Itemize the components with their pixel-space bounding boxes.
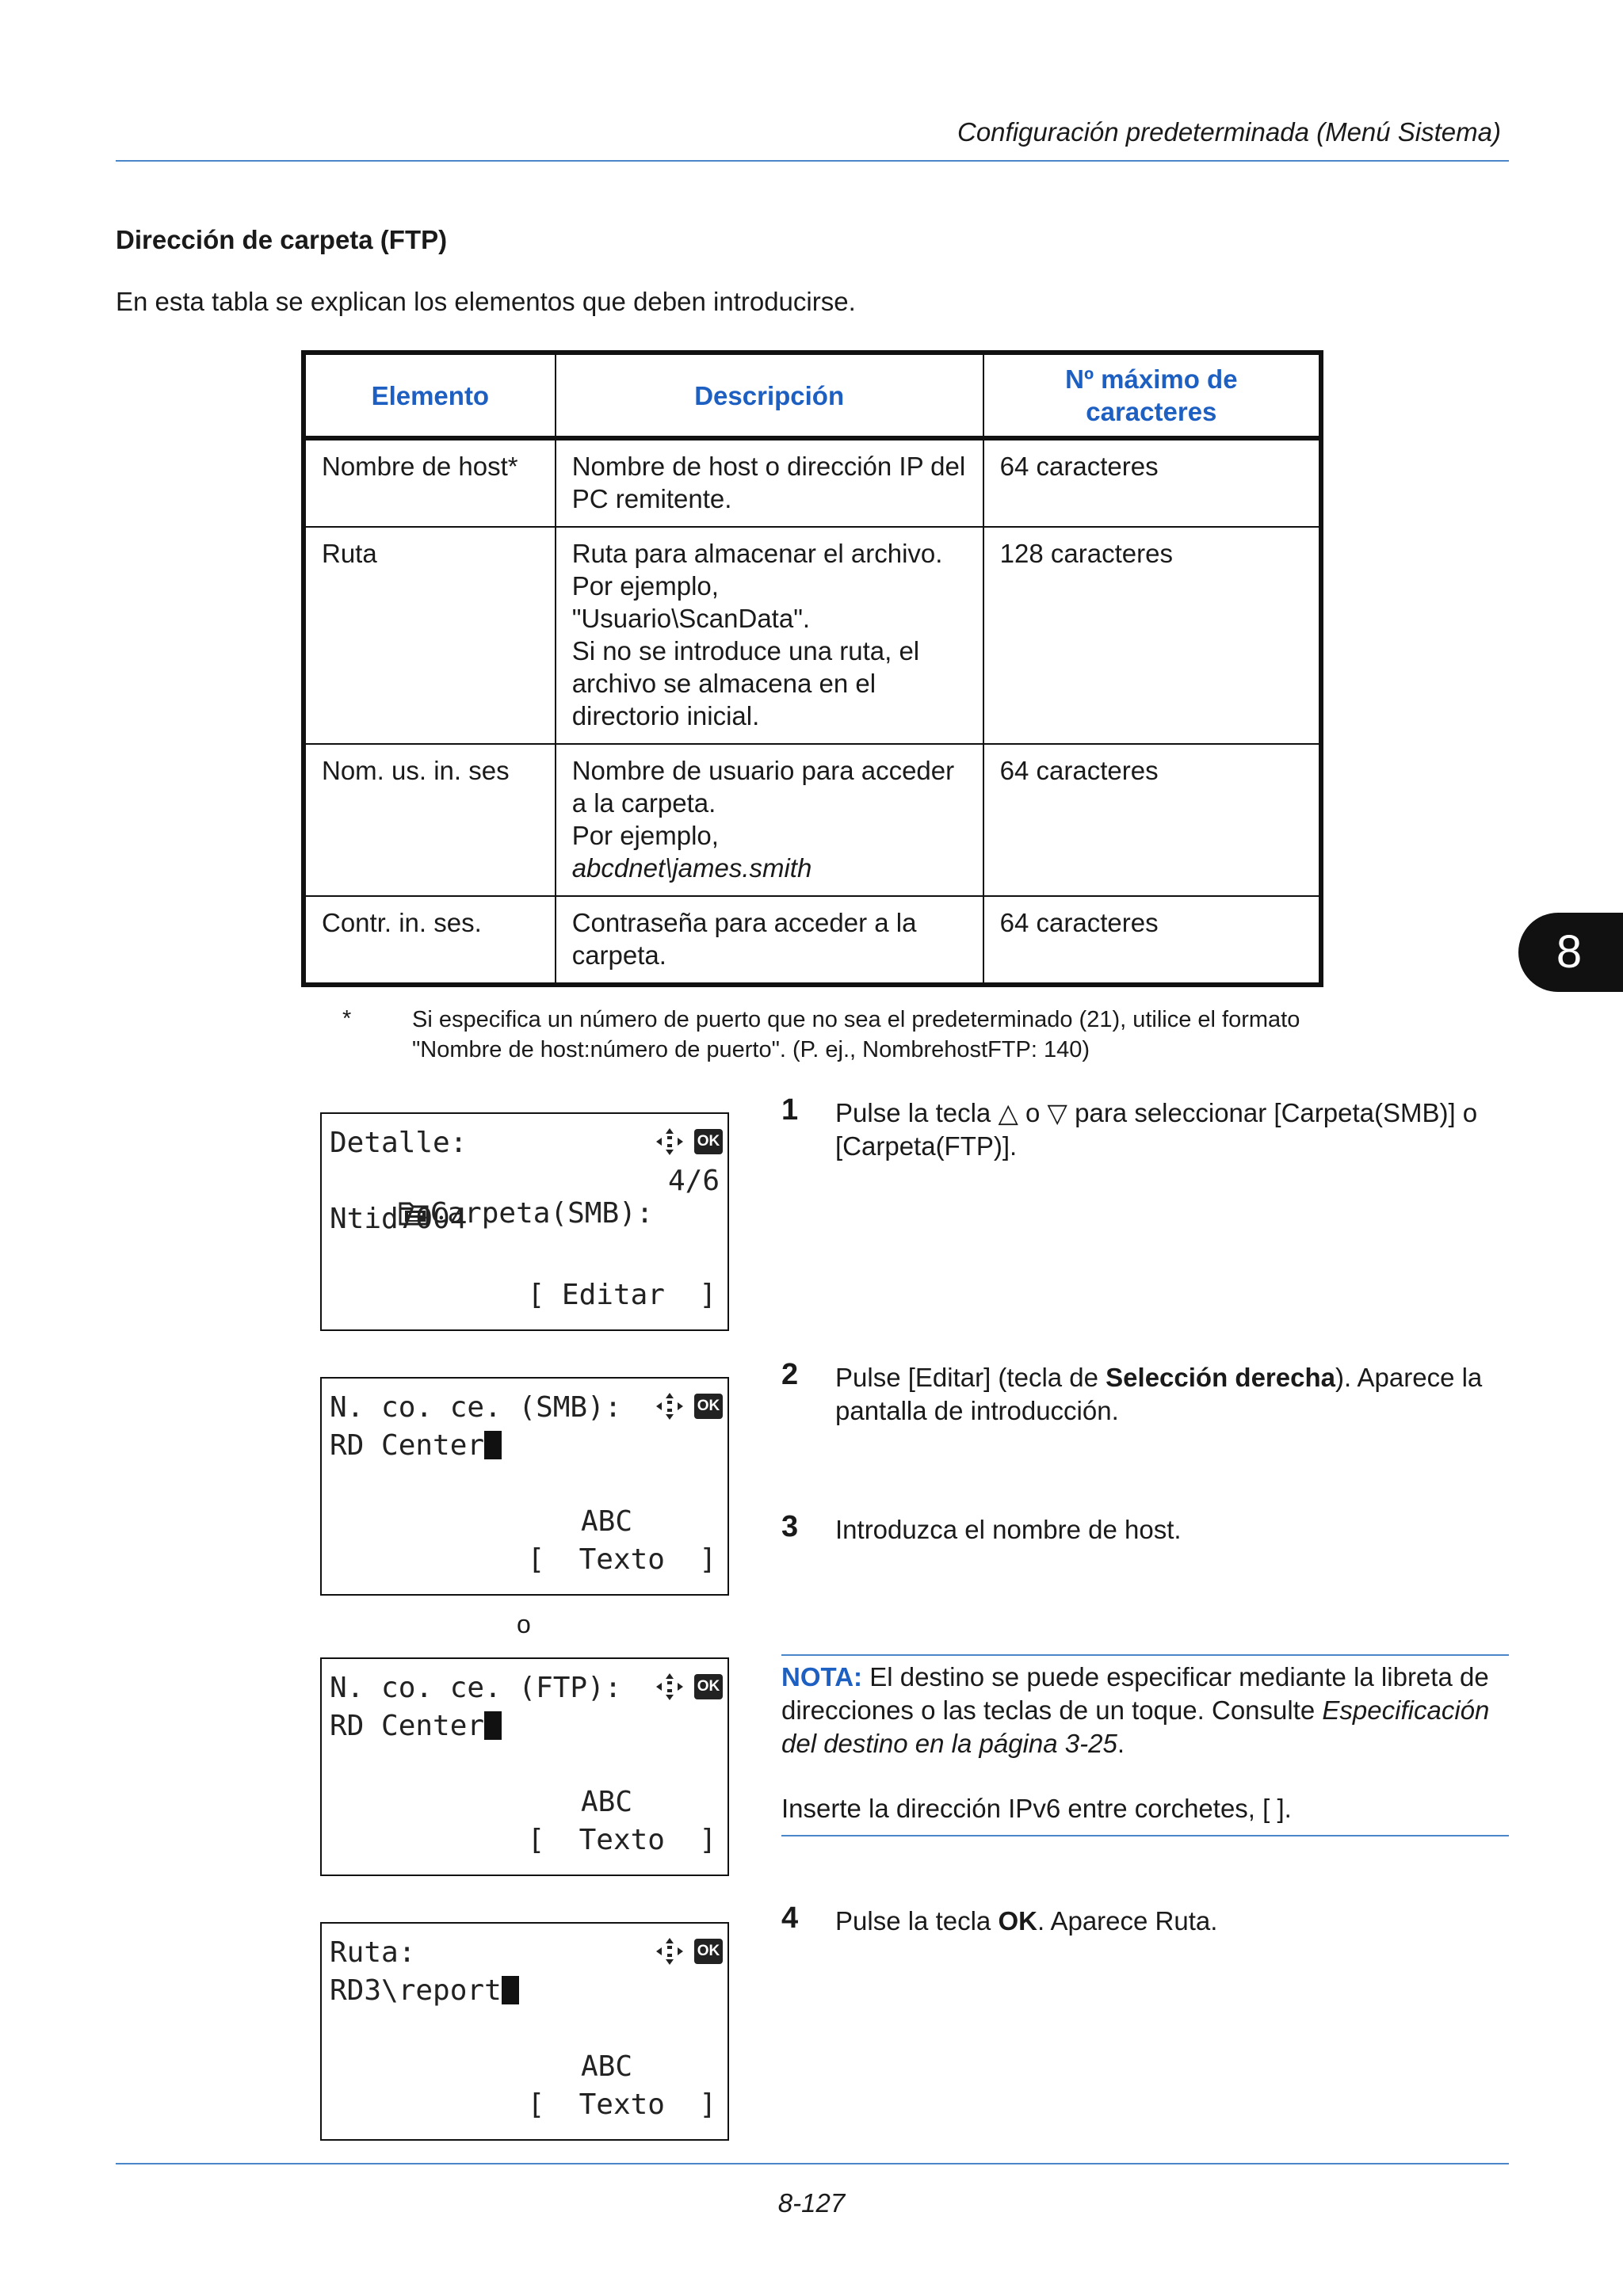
desc-line: Nombre de host o dirección IP del PC remitente. (571, 452, 966, 513)
cell-elemento: Nom. us. in. ses (304, 744, 556, 896)
or-separator: o (517, 1610, 531, 1638)
lcd-input-mode: ABC (580, 2050, 632, 2083)
step-text-part: . Aparece Ruta. (1037, 1906, 1218, 1936)
lcd-status-icons (655, 1936, 723, 1966)
footnote-marker: * (342, 1006, 352, 1032)
step-3-text: Introduzca el nombre de host. (835, 1515, 1182, 1544)
step-number: 4 (781, 1901, 799, 1935)
navigation-keys-icon (655, 1391, 685, 1421)
lcd-input-value: RD3\report (330, 1974, 502, 2007)
step-text-bold: Selección derecha (1106, 1363, 1335, 1392)
desc-line: Contraseña para acceder a la carpeta. (571, 908, 917, 970)
header-rule (116, 160, 1509, 162)
lcd-line-title: N. co. ce. (FTP): (330, 1672, 622, 1704)
lcd-folder-label: Carpeta(SMB): (430, 1197, 654, 1230)
lcd-input-line[interactable] (330, 1974, 519, 2007)
lcd-input-value: RD Center (330, 1710, 485, 1742)
note-body-end: . (1117, 1729, 1125, 1758)
column-header-max: Nº máximo de caracteres (983, 353, 1321, 438)
cell-descripcion (556, 896, 983, 985)
lcd-input-line[interactable] (330, 1429, 502, 1462)
lcd-status-icons (655, 1127, 723, 1157)
lcd-page-indicator: 4/6 (667, 1165, 720, 1197)
cell-elemento: Ruta (304, 527, 556, 744)
lcd-status-icons (655, 1672, 723, 1702)
lcd-screen-host-ftp (320, 1657, 729, 1876)
step-1-text (835, 1097, 1517, 1163)
cell-max: 64 caracteres (983, 896, 1321, 985)
step-number: 2 (781, 1358, 799, 1391)
table-row (304, 527, 1321, 744)
table-header-row (304, 353, 1321, 438)
cell-max: 64 caracteres (983, 438, 1321, 527)
step-text-part: Pulse la tecla (835, 1098, 991, 1127)
note-reference: Especificación del destino en la página 3-25 (781, 1695, 1490, 1758)
note-rule-top (781, 1654, 1509, 1656)
footnote-text: Si especifica un número de puerto que no sea el predeterminado (21), utilice el formato "Nombre de host:número de puerto". (P. ej., NombrehostFTP: 140) (412, 1007, 1300, 1062)
note-label: NOTA: (781, 1662, 863, 1691)
desc-line: Ruta para almacenar el archivo. (571, 539, 943, 568)
step-text-part: o (1025, 1098, 1041, 1127)
lcd-line-value: Ntid7004 (330, 1203, 468, 1235)
ok-key-icon: OK (694, 1939, 723, 1964)
lcd-input-line[interactable] (330, 1710, 502, 1742)
lcd-softkey-texto[interactable]: [ Texto ] (527, 1543, 716, 1576)
lcd-input-value: RD Center (330, 1429, 485, 1462)
lcd-line-title: N. co. ce. (SMB): (330, 1391, 622, 1424)
lcd-status-icons (655, 1391, 723, 1421)
table-row (304, 438, 1321, 527)
navigation-keys-icon (655, 1672, 685, 1702)
text-cursor (484, 1431, 502, 1459)
column-header-descripcion: Descripción (556, 353, 983, 438)
navigation-keys-icon (655, 1127, 685, 1157)
column-header-elemento: Elemento (304, 353, 556, 438)
page-number: 8-127 (777, 2188, 846, 2218)
lcd-line-title: Ruta: (330, 1936, 416, 1969)
settings-table (301, 350, 1323, 987)
ok-key-icon: OK (694, 1394, 723, 1419)
lcd-softkey-texto[interactable]: [ Texto ] (527, 2088, 716, 2121)
step-4-text (835, 1905, 1517, 1938)
step-text-bold: OK (998, 1906, 1037, 1936)
step-text-part: Pulse [Editar] (tecla de (835, 1363, 1106, 1392)
desc-line-example: abcdnet\james.smith (571, 853, 812, 883)
ok-key-icon: OK (694, 1129, 723, 1154)
cell-descripcion (556, 744, 983, 896)
down-arrow-key-icon: ▽ (1047, 1098, 1067, 1127)
desc-line: Por ejemplo, (571, 821, 719, 850)
step-text-part: para seleccionar [Carpeta(SMB)] o [Carpeta(FTP)]. (835, 1098, 1478, 1161)
step-number: 1 (781, 1093, 799, 1127)
navigation-keys-icon (655, 1936, 685, 1966)
note-rule-bottom (781, 1835, 1509, 1836)
desc-line: "Usuario\ScanData". (571, 604, 811, 633)
step-text-part: ). Aparece la pantalla de introducción. (835, 1363, 1483, 1425)
chapter-tab[interactable]: 8 (1518, 913, 1623, 992)
up-arrow-key-icon: △ (998, 1098, 1018, 1127)
lcd-softkey-texto[interactable]: [ Texto ] (527, 1824, 716, 1856)
lcd-input-mode: ABC (580, 1786, 632, 1818)
desc-line: Por ejemplo, (571, 571, 719, 601)
lcd-screen-detail (320, 1112, 729, 1331)
table-row (304, 896, 1321, 985)
note-ipv6-text: Inserte la dirección IPv6 entre corchetes, [ ]. (781, 1794, 1292, 1823)
note-text (781, 1661, 1509, 1760)
lcd-softkey-editar[interactable]: [ Editar ] (527, 1279, 716, 1311)
cell-descripcion (556, 527, 983, 744)
cell-max: 128 caracteres (983, 527, 1321, 744)
lcd-screen-host-smb (320, 1377, 729, 1596)
step-2-text (835, 1361, 1517, 1428)
note-body: El destino se puede especificar mediante la libreta de direcciones o las teclas de un toque. Consulte (781, 1662, 1489, 1725)
step-text-part: Pulse la tecla (835, 1906, 999, 1936)
running-header: Configuración predeterminada (Menú Sistema) (957, 117, 1501, 147)
desc-line: Si no se introduce una ruta, el archivo se almacena en el directorio inicial. (571, 636, 920, 730)
step-number: 3 (781, 1510, 799, 1543)
cell-max: 64 caracteres (983, 744, 1321, 896)
lcd-input-mode: ABC (580, 1505, 632, 1538)
section-title: Dirección de carpeta (FTP) (116, 225, 448, 254)
cell-elemento: Nombre de host* (304, 438, 556, 527)
footer-rule (116, 2163, 1509, 2164)
lcd-screen-ruta (320, 1922, 729, 2141)
desc-line: Nombre de usuario para acceder a la carpeta. (571, 756, 955, 818)
text-cursor (502, 1976, 519, 2004)
cell-descripcion (556, 438, 983, 527)
text-cursor (484, 1711, 502, 1740)
table-row (304, 744, 1321, 896)
ok-key-icon: OK (694, 1674, 723, 1699)
lcd-line-title: Detalle: (330, 1127, 468, 1159)
intro-text: En esta tabla se explican los elementos que deben introducirse. (116, 287, 856, 316)
cell-elemento: Contr. in. ses. (304, 896, 556, 985)
